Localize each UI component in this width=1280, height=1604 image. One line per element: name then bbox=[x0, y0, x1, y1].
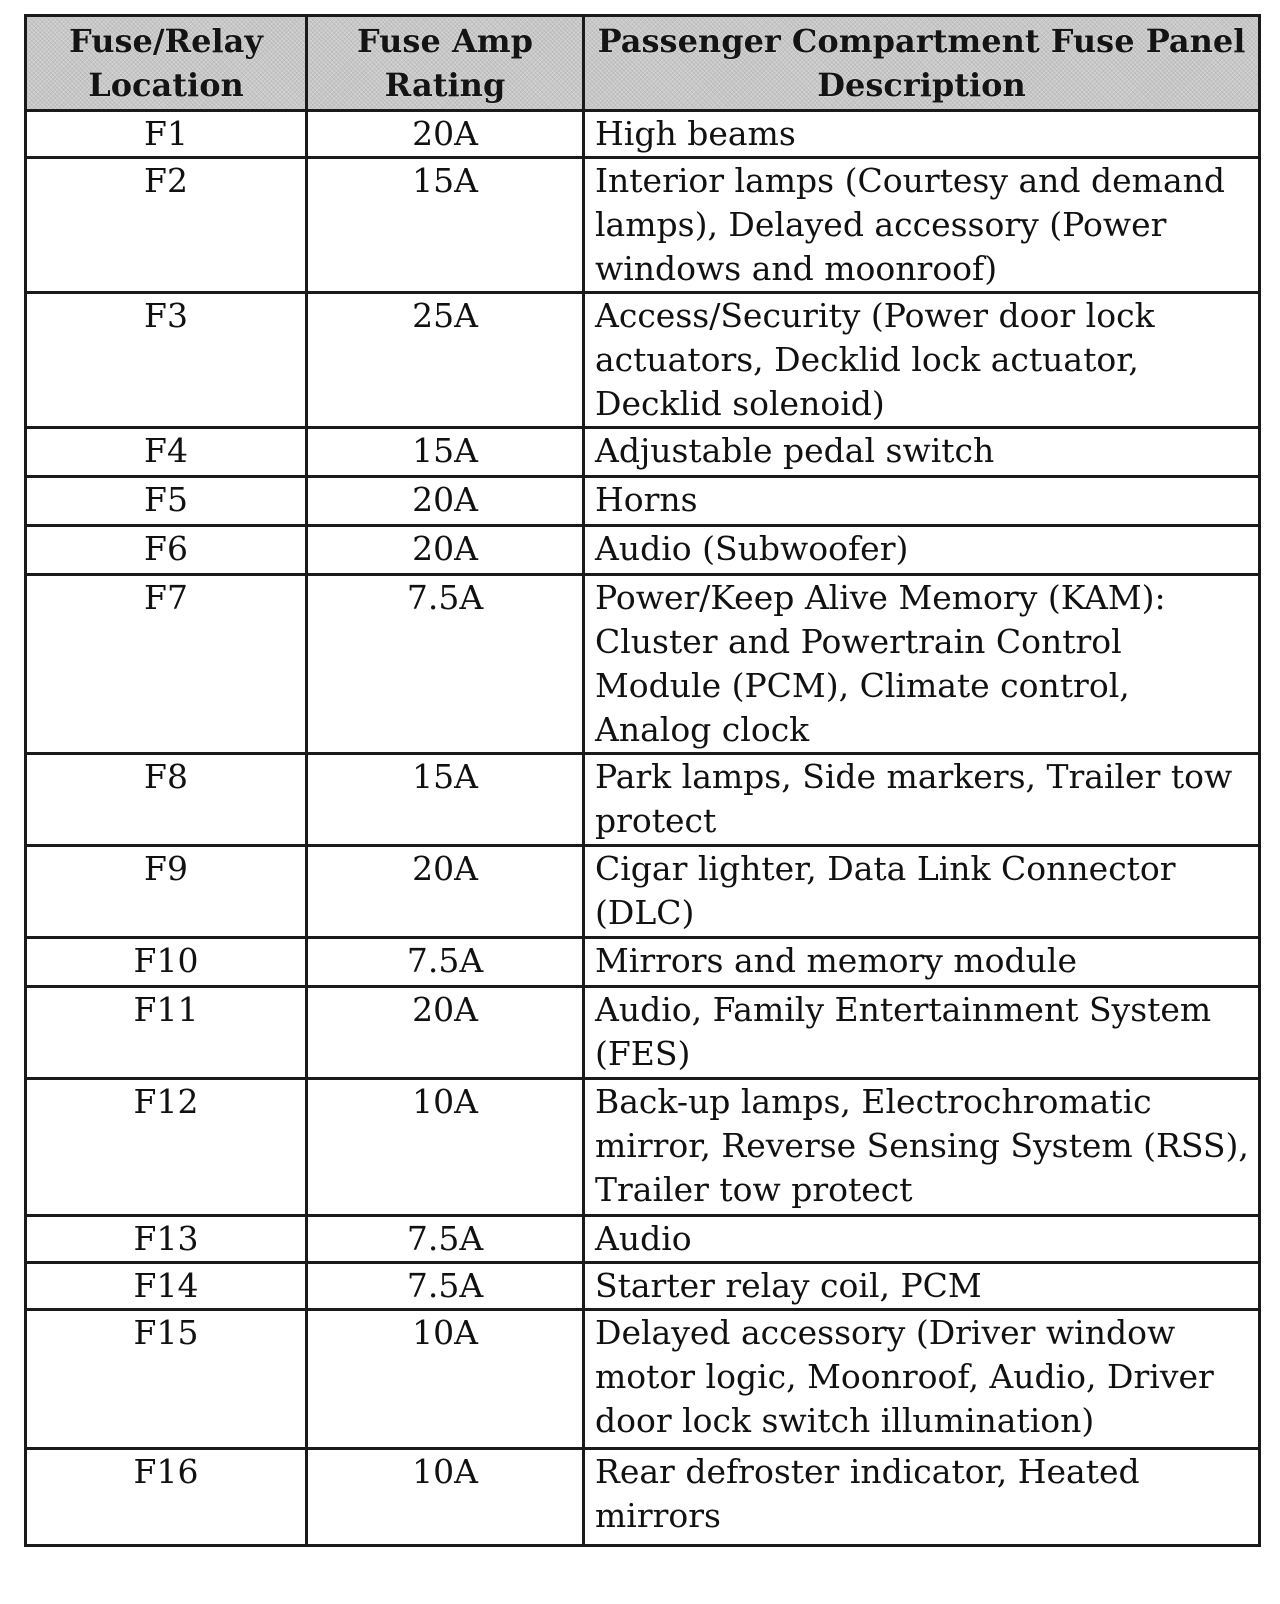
cell-rating: 15A bbox=[307, 754, 584, 846]
cell-description: Audio bbox=[584, 1216, 1260, 1263]
cell-location: F8 bbox=[26, 754, 307, 846]
table-row bbox=[26, 428, 1260, 477]
cell-location: F16 bbox=[26, 1449, 307, 1546]
cell-description: Starter relay coil, PCM bbox=[584, 1263, 1260, 1310]
cell-location: F14 bbox=[26, 1263, 307, 1310]
cell-rating: 25A bbox=[307, 293, 584, 428]
header-description-label: Passenger Compartment Fuse Panel Description bbox=[597, 22, 1246, 104]
cell-rating: 10A bbox=[307, 1449, 584, 1546]
cell-description: Horns bbox=[584, 477, 1260, 526]
cell-description: High beams bbox=[584, 111, 1260, 158]
cell-location: F9 bbox=[26, 846, 307, 938]
cell-description: Delayed accessory (Driver window motor logic, Moonroof, Audio, Driver door lock switch illumination) bbox=[584, 1310, 1260, 1449]
table-row bbox=[26, 1310, 1260, 1449]
table-body bbox=[26, 111, 1260, 1546]
cell-rating: 7.5A bbox=[307, 1263, 584, 1310]
cell-location: F5 bbox=[26, 477, 307, 526]
cell-location: F1 bbox=[26, 111, 307, 158]
table-row bbox=[26, 938, 1260, 987]
cell-description: Park lamps, Side markers, Trailer tow protect bbox=[584, 754, 1260, 846]
cell-location: F11 bbox=[26, 987, 307, 1079]
cell-description: Access/Security (Power door lock actuators, Decklid lock actuator, Decklid solenoid) bbox=[584, 293, 1260, 428]
cell-rating: 20A bbox=[307, 846, 584, 938]
cell-description: Back-up lamps, Electrochromatic mirror, Reverse Sensing System (RSS), Trailer tow protect bbox=[584, 1079, 1260, 1216]
table-row bbox=[26, 158, 1260, 293]
table-row bbox=[26, 526, 1260, 575]
cell-description: Cigar lighter, Data Link Connector (DLC) bbox=[584, 846, 1260, 938]
table-row bbox=[26, 1263, 1260, 1310]
header-rating-label: Fuse Amp Rating bbox=[357, 22, 533, 104]
cell-rating: 15A bbox=[307, 158, 584, 293]
cell-rating: 7.5A bbox=[307, 938, 584, 987]
cell-location: F10 bbox=[26, 938, 307, 987]
cell-location: F6 bbox=[26, 526, 307, 575]
cell-description: Rear defroster indicator, Heated mirrors bbox=[584, 1449, 1260, 1546]
cell-location: F7 bbox=[26, 575, 307, 754]
cell-rating: 20A bbox=[307, 111, 584, 158]
fuse-table bbox=[24, 14, 1261, 1547]
cell-location: F12 bbox=[26, 1079, 307, 1216]
cell-description: Audio, Family Entertainment System (FES) bbox=[584, 987, 1260, 1079]
cell-description: Power/Keep Alive Memory (KAM): Cluster and Powertrain Control Module (PCM), Climate control, Analog clock bbox=[584, 575, 1260, 754]
table-row bbox=[26, 575, 1260, 754]
cell-rating: 7.5A bbox=[307, 575, 584, 754]
cell-rating: 10A bbox=[307, 1079, 584, 1216]
cell-rating: 20A bbox=[307, 987, 584, 1079]
cell-location: F2 bbox=[26, 158, 307, 293]
header-rating bbox=[307, 16, 584, 111]
table-row bbox=[26, 111, 1260, 158]
header-location-label: Fuse/Relay Location bbox=[69, 22, 263, 104]
cell-location: F15 bbox=[26, 1310, 307, 1449]
cell-rating: 7.5A bbox=[307, 1216, 584, 1263]
header-description bbox=[584, 16, 1260, 111]
cell-rating: 10A bbox=[307, 1310, 584, 1449]
cell-location: F3 bbox=[26, 293, 307, 428]
header-location bbox=[26, 16, 307, 111]
cell-location: F4 bbox=[26, 428, 307, 477]
cell-rating: 15A bbox=[307, 428, 584, 477]
header-row bbox=[26, 16, 1260, 111]
table-row bbox=[26, 1449, 1260, 1546]
table-row bbox=[26, 987, 1260, 1079]
table-row bbox=[26, 1216, 1260, 1263]
table-row bbox=[26, 477, 1260, 526]
table-row bbox=[26, 293, 1260, 428]
cell-location: F13 bbox=[26, 1216, 307, 1263]
table-row bbox=[26, 846, 1260, 938]
table-row bbox=[26, 1079, 1260, 1216]
table-header bbox=[26, 16, 1260, 111]
table-row bbox=[26, 754, 1260, 846]
cell-rating: 20A bbox=[307, 526, 584, 575]
cell-description: Interior lamps (Courtesy and demand lamps), Delayed accessory (Power windows and moonroof) bbox=[584, 158, 1260, 293]
cell-description: Adjustable pedal switch bbox=[584, 428, 1260, 477]
cell-description: Mirrors and memory module bbox=[584, 938, 1260, 987]
cell-description: Audio (Subwoofer) bbox=[584, 526, 1260, 575]
cell-rating: 20A bbox=[307, 477, 584, 526]
